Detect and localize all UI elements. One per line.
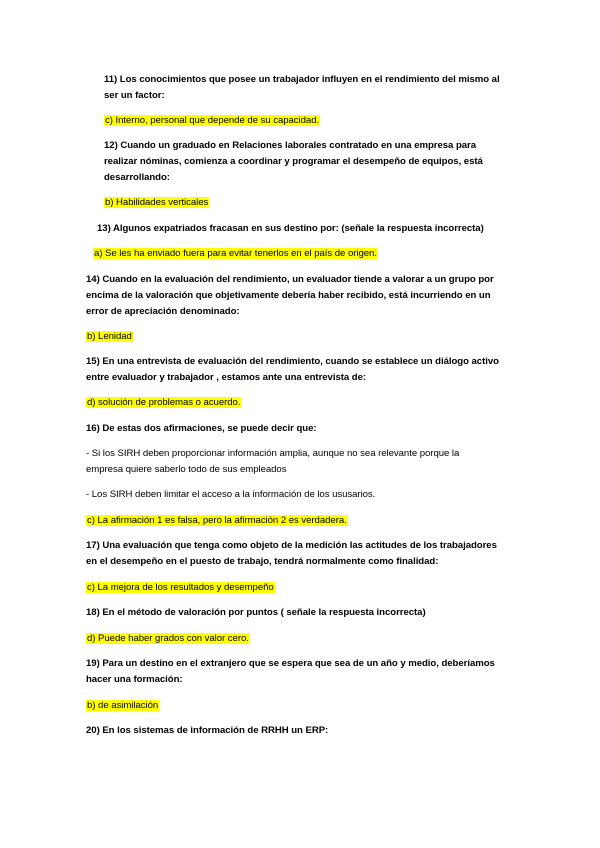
answer-11-highlight: c) Interno, personal que depende de su capacidad. [105,115,320,126]
answer-18-highlight: d) Puede haber grados con valor cero. [87,633,249,644]
question-14-line-2: encima de la valoración que objetivamente debería haber recibido, está incurriendo en un [86,290,491,301]
statement-16-1-line-1: - Si los SIRH deben proporcionar información amplia, aunque no sea relevante porque la [86,448,460,459]
answer-19 [86,697,159,714]
question-14-line-3: error de apreciación denominado: [86,306,240,317]
question-11-line-2: ser un factor: [104,90,165,101]
answer-15-highlight: d) solución de problemas o acuerdo. [87,397,241,408]
question-16: 16) De estas dos afirmaciones, se puede decir que: [86,423,317,434]
question-12-line-3: desarrollando: [104,172,170,183]
question-13: 13) Algunos expatriados fracasan en sus destino por: (señale la respuesta incorrecta) [97,223,484,234]
question-14-line-1: 14) Cuando en la evaluación del rendimiento, un evaluador tiende a valorar a un grupo por [86,274,494,285]
answer-14-highlight: b) Lenidad [87,331,132,342]
question-17-line-2: en el desempeño en el puesto de trabajo, tendrá normalmente como finalidad: [86,556,439,567]
answer-16-highlight: c) La afirmación 1 es falsa, pero la afirmación 2 es verdadera. [87,515,347,526]
question-12-line-1: 12) Cuando un graduado en Relaciones laborales contratado en una empresa para [104,140,477,151]
answer-16 [86,512,348,529]
answer-14 [86,328,133,345]
question-17-line-1: 17) Una evaluación que tenga como objeto de la medición las actitudes de los trabajadores [86,540,497,551]
question-15-line-1: 15) En una entrevista de evaluación del rendimiento, cuando se establece un diálogo activo [86,356,499,367]
question-18: 18) En el método de valoración por puntos ( señale la respuesta incorrecta) [86,607,426,618]
statement-16-1-line-2: empresa quiere saberlo todo de sus empleados [86,464,287,475]
answer-19-highlight: b) de asimilación [87,700,159,711]
question-15-line-2: entre evaluador y trabajador , estamos ante una entrevista de: [86,372,367,383]
question-20: 20) En los sistemas de información de RRHH un ERP: [86,725,329,736]
answer-12-highlight: b) Habilidades verticales [105,197,209,208]
question-19-line-2: hacer una formación: [86,674,183,685]
answer-18 [86,630,250,647]
statement-16-2: - Los SIRH deben limitar el acceso a la información de los ususarios. [86,489,376,500]
answer-13-highlight: a) Se les ha enviado fuera para evitar tenerlos en el país de origen. [94,248,377,259]
answer-17 [86,579,275,596]
question-11-line-1: 11) Los conocimientos que posee un trabajador influyen en el rendimiento del mismo al [104,74,500,85]
answer-15 [86,394,241,411]
answer-12 [104,194,209,211]
answer-17-highlight: c) La mejora de los resultados y desempeño [87,582,274,593]
question-12-line-2: realizar nóminas, comienza a coordinar y programar el desempeño de equipos, está [104,156,483,167]
answer-13 [93,245,378,262]
question-19-line-1: 19) Para un destino en el extranjero que se espera que sea de un año y medio, deberíamos [86,658,495,669]
answer-11 [104,112,320,129]
